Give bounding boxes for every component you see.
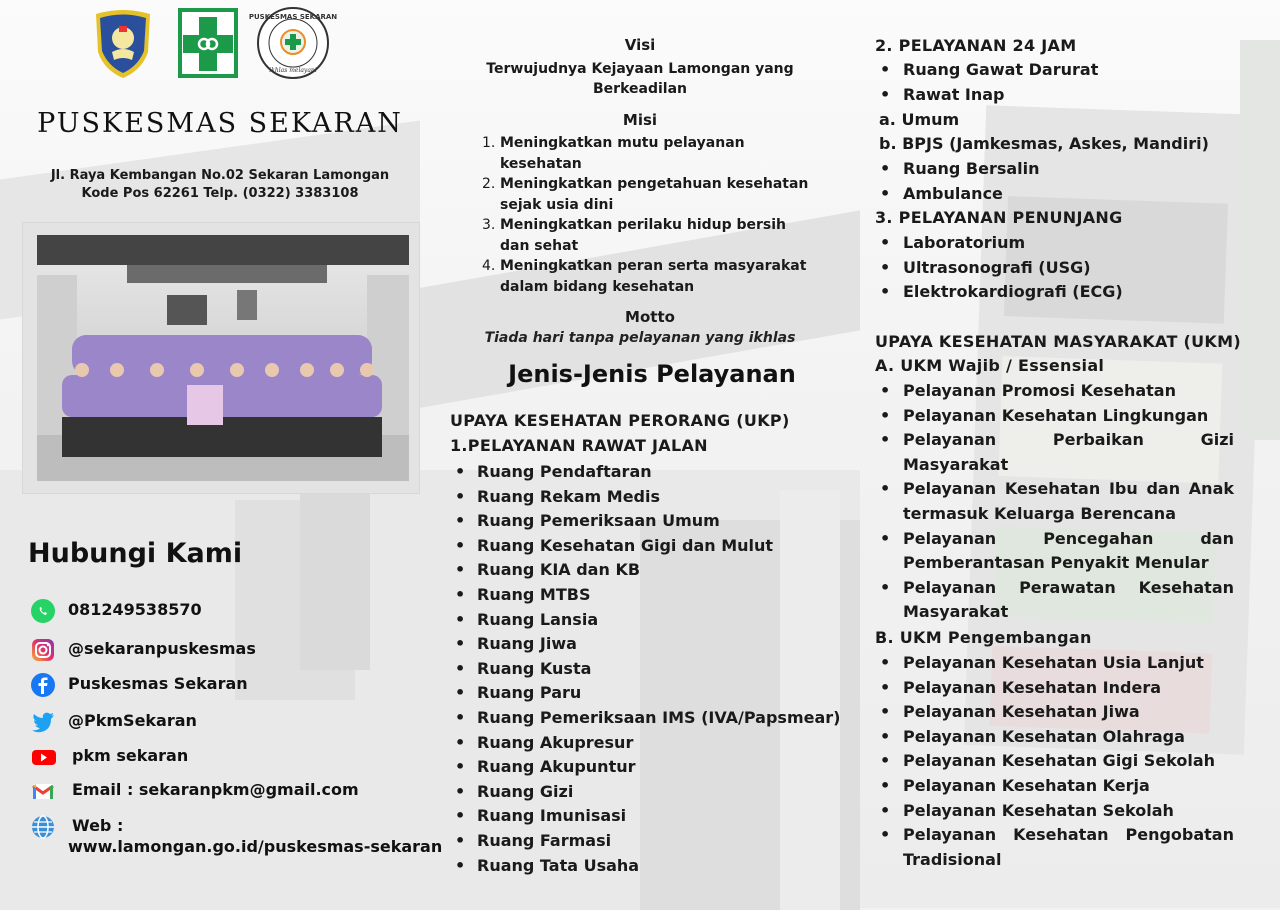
rawat-jalan-title: 1.PELAYANAN RAWAT JALAN bbox=[450, 436, 708, 455]
youtube-channel: pkm sekaran bbox=[72, 746, 189, 765]
list-item: • Pelayanan Kesehatan Lingkungan bbox=[880, 404, 1234, 429]
web-label: Web : bbox=[72, 816, 124, 835]
rawat-inap-sub-umum: a. Umum bbox=[879, 110, 960, 129]
list-item: • Ruang Farmasi bbox=[455, 829, 840, 854]
misi-item: 1. Meningkatkan mutu pelayanan kesehatan bbox=[482, 135, 745, 172]
page-title: PUSKESMAS SEKARAN bbox=[37, 108, 403, 139]
visi-heading: Visi bbox=[624, 36, 656, 54]
penunjang-title: 3. PELAYANAN PENUNJANG bbox=[875, 208, 1123, 227]
motto-text: Tiada hari tanpa pelayanan yang ikhlas bbox=[484, 330, 796, 346]
address-line-1: Jl. Raya Kembangan No.02 Sekaran Lamongan bbox=[50, 168, 390, 183]
rawat-inap-sub-bpjs: b. BPJS (Jamkesmas, Askes, Mandiri) bbox=[879, 134, 1209, 153]
pelayanan-24-jam-title: 2. PELAYANAN 24 JAM bbox=[875, 36, 1077, 55]
list-item: • Ambulance bbox=[880, 182, 1234, 207]
list-item: • Pelayanan Kesehatan Jiwa bbox=[880, 700, 1234, 725]
list-item: • Ruang Bersalin bbox=[880, 157, 1234, 182]
list-item: • Pelayanan Kesehatan Olahraga bbox=[880, 725, 1234, 750]
list-item: • Ruang Akupresur bbox=[455, 731, 840, 756]
list-item: • Pelayanan Pencegahan dan Pemberantasan Penyakit Menular bbox=[880, 527, 1234, 576]
list-item: • Pelayanan Kesehatan Ibu dan Anak termasuk Keluarga Berencana bbox=[880, 477, 1234, 526]
ukm-pengembangan-title: B. UKM Pengembangan bbox=[875, 628, 1092, 647]
services-heading: Jenis-Jenis Pelayanan bbox=[508, 360, 796, 388]
staff-photo-frame bbox=[22, 222, 420, 494]
list-item: • Ruang Pemeriksaan IMS (IVA/Papsmear) bbox=[455, 706, 840, 731]
list-item: • Rawat Inap bbox=[880, 83, 1234, 108]
youtube-icon bbox=[30, 744, 56, 770]
misi-heading: Misi bbox=[622, 111, 658, 129]
address bbox=[20, 167, 420, 203]
facebook-icon bbox=[30, 672, 56, 698]
twitter-icon bbox=[30, 709, 56, 735]
ukm-wajib-title: A. UKM Wajib / Essensial bbox=[875, 356, 1105, 375]
address-line-2: Kode Pos 62261 Telp. (0322) 3383108 bbox=[81, 186, 359, 201]
motto-heading: Motto bbox=[625, 308, 675, 326]
misi-item: 2. Meningkatkan pengetahuan kesehatan sejak usia dini bbox=[482, 176, 809, 213]
whatsapp-number: 081249538570 bbox=[68, 600, 202, 619]
list-item: • Pelayanan Kesehatan Pengobatan Tradisional bbox=[880, 823, 1234, 872]
contact-email[interactable] bbox=[30, 778, 359, 804]
list-item: • Laboratorium bbox=[880, 231, 1234, 256]
list-item: • Pelayanan Kesehatan Indera bbox=[880, 676, 1234, 701]
list-item: • Ruang Lansia bbox=[455, 608, 840, 633]
list-item: • Ruang KIA dan KB bbox=[455, 558, 840, 583]
gmail-icon bbox=[30, 778, 56, 804]
misi-item: 3. Meningkatkan perilaku hidup bersih dan sehat bbox=[482, 217, 787, 254]
list-item: • Elektrokardiografi (ECG) bbox=[880, 280, 1234, 305]
list-item: • Ruang Gawat Darurat bbox=[880, 58, 1234, 83]
ukp-title: UPAYA KESEHATAN PERORANG (UKP) bbox=[450, 411, 790, 430]
list-item: • Ruang Paru bbox=[455, 681, 840, 706]
email-address: Email : sekaranpkm@gmail.com bbox=[72, 780, 359, 799]
visi-text: Terwujudnya Kejayaan Lamongan yang Berkeadilan bbox=[486, 61, 794, 97]
list-item: • Ruang Jiwa bbox=[455, 632, 840, 657]
list-item: • Pelayanan Perbaikan Gizi Masyarakat bbox=[880, 428, 1234, 477]
list-item: • Ultrasonografi (USG) bbox=[880, 256, 1234, 281]
facebook-name: Puskesmas Sekaran bbox=[68, 674, 248, 693]
kemenkes-logo bbox=[177, 7, 239, 79]
svg-text:ikhlas melayani: ikhlas melayani bbox=[269, 67, 317, 74]
staff-group-photo bbox=[37, 235, 409, 481]
list-item: • Pelayanan Perawatan Kesehatan Masyarakat bbox=[880, 576, 1234, 625]
list-item: • Ruang Gizi bbox=[455, 780, 840, 805]
contact-facebook[interactable] bbox=[30, 672, 248, 698]
web-url: www.lamongan.go.id/puskesmas-sekaran bbox=[68, 837, 443, 856]
list-item: • Ruang Imunisasi bbox=[455, 804, 840, 829]
contact-title: Hubungi Kami bbox=[28, 538, 243, 569]
list-item: • Pelayanan Kesehatan Kerja bbox=[880, 774, 1234, 799]
list-item: • Ruang Kesehatan Gigi dan Mulut bbox=[455, 534, 840, 559]
list-item: • Pelayanan Promosi Kesehatan bbox=[880, 379, 1234, 404]
rawat-jalan-list bbox=[455, 460, 840, 878]
contact-instagram[interactable] bbox=[30, 637, 256, 663]
list-item: • Ruang Akupuntur bbox=[455, 755, 840, 780]
list-item: • Ruang Pemeriksaan Umum bbox=[455, 509, 840, 534]
contact-youtube[interactable] bbox=[30, 744, 188, 770]
globe-icon bbox=[30, 814, 56, 840]
ukm-wajib-list bbox=[880, 379, 1234, 625]
ukm-pengembangan-list bbox=[880, 651, 1234, 872]
contact-web[interactable] bbox=[30, 814, 442, 857]
lamongan-regency-logo bbox=[92, 8, 154, 80]
twitter-handle: @PkmSekaran bbox=[68, 711, 197, 730]
web-address bbox=[68, 814, 443, 857]
svg-text:PUSKESMAS SEKARAN: PUSKESMAS SEKARAN bbox=[248, 13, 338, 21]
pelayanan-24-jam-list-2 bbox=[880, 157, 1234, 206]
list-item: • Ruang Tata Usaha bbox=[455, 854, 840, 879]
instagram-icon bbox=[30, 637, 56, 663]
instagram-handle: @sekaranpuskesmas bbox=[68, 639, 256, 658]
contact-whatsapp[interactable] bbox=[30, 598, 202, 624]
list-item: • Ruang Pendaftaran bbox=[455, 460, 840, 485]
misi-item: 4. Meningkatkan peran serta masyarakat dalam bidang kesehatan bbox=[482, 258, 807, 295]
list-item: • Pelayanan Kesehatan Sekolah bbox=[880, 799, 1234, 824]
list-item: • Ruang MTBS bbox=[455, 583, 840, 608]
list-item: • Pelayanan Kesehatan Gigi Sekolah bbox=[880, 749, 1234, 774]
ukm-title: UPAYA KESEHATAN MASYARAKAT (UKM) bbox=[875, 332, 1241, 351]
list-item: • Pelayanan Kesehatan Usia Lanjut bbox=[880, 651, 1234, 676]
whatsapp-icon bbox=[30, 598, 56, 624]
list-item: • Ruang Kusta bbox=[455, 657, 840, 682]
pelayanan-24-jam-list bbox=[880, 58, 1234, 107]
puskesmas-sekaran-logo bbox=[248, 6, 338, 80]
list-item: • Ruang Rekam Medis bbox=[455, 485, 840, 510]
penunjang-list bbox=[880, 231, 1234, 305]
misi-list bbox=[482, 133, 812, 297]
contact-twitter[interactable] bbox=[30, 709, 197, 735]
